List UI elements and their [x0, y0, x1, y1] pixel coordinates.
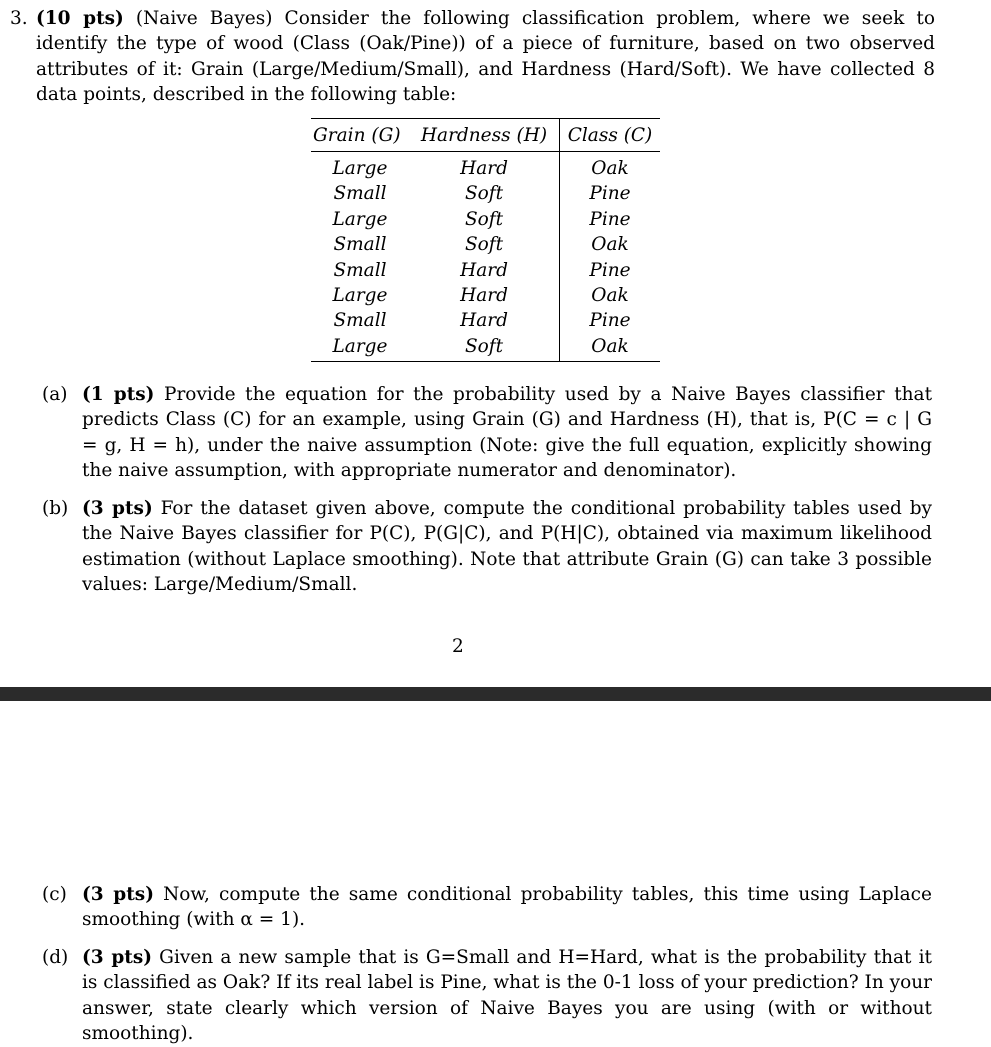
part-c-body — [82, 882, 932, 933]
part-b-body — [82, 496, 932, 598]
cell-class: Oak — [560, 232, 661, 257]
cell-hardness: Hard — [460, 158, 508, 179]
cell-grain: Large — [332, 285, 388, 307]
question-text — [36, 6, 935, 108]
cell-hardness: Hard — [460, 310, 508, 332]
part-b-text: For the dataset given above, compute the conditional probability tables used by the Naive Bayes classifier for P(C), P(G|C), and P(H|C), obtained via maximum likelihood estimation (without Laplace smoothing). Note that attribute Grain (G) can take 3 possible values: Large/Medium/Small. — [82, 498, 932, 596]
cell-hardness: Soft — [409, 334, 560, 362]
cell-class: Pine — [560, 258, 661, 283]
cell-hardness: Soft — [464, 234, 504, 256]
part-a-body — [82, 382, 932, 484]
cell-hardness: Soft — [464, 183, 504, 205]
header-class: Class (C) — [560, 119, 661, 152]
cell-grain: Small — [333, 183, 387, 205]
part-a-label: (a) — [42, 384, 68, 405]
cell-hardness: Soft — [464, 208, 504, 230]
table-row — [311, 181, 660, 206]
cell-grain: Small — [333, 259, 387, 281]
table-row — [311, 308, 660, 333]
part-a-text: Provide the equation for the probability used by a Naive Bayes classifier that predicts Class (C) for an example, using Grain (G) and Hardness (H), that is, P(C = c | G = g, H = h), under the naive assumption (Note: give the full equation, explicitly showing the naive assumption, with appropriate numerator and denominator). — [82, 384, 933, 482]
cell-hardness: Hard — [460, 285, 508, 307]
part-b-points: (3 pts) — [82, 498, 153, 519]
header-hardness: Hardness (H) — [409, 119, 560, 152]
part-a — [42, 382, 932, 484]
cell-grain: Small — [333, 310, 387, 332]
cell-class: Pine — [560, 207, 661, 232]
question-3 — [10, 6, 935, 108]
page-divider — [0, 687, 991, 701]
question-points: (10 pts) — [36, 8, 124, 29]
part-b — [42, 496, 932, 598]
page-number: 2 — [452, 636, 464, 657]
table-row — [311, 334, 660, 362]
part-d — [42, 945, 932, 1047]
cell-hardness: Hard — [460, 259, 508, 281]
question-number: 3. — [10, 8, 28, 29]
cell-class: Pine — [560, 181, 661, 206]
part-d-points: (3 pts) — [82, 947, 152, 968]
table-row — [311, 258, 660, 283]
part-c-text: Now, compute the same conditional probability tables, this time using Laplace smoothing (with α = 1). — [82, 884, 932, 931]
part-c-label: (c) — [42, 884, 67, 905]
cell-grain: Large — [332, 208, 388, 230]
part-d-label: (d) — [42, 947, 69, 968]
part-b-label: (b) — [42, 498, 69, 519]
table-header-row — [311, 119, 660, 152]
cell-grain: Large — [311, 334, 409, 362]
cell-grain: Small — [333, 234, 387, 256]
part-c-points: (3 pts) — [82, 884, 154, 905]
cell-class: Pine — [560, 308, 661, 333]
question-body: (Naive Bayes) Consider the following classification problem, where we seek to identify the type of wood (Class (Oak/Pine)) of a piece of furniture, based on two observed attributes of it: Grain (Large/Medium/Small), and Hardness (Hard/Soft). We have collected 8 data points, described in the following table: — [36, 8, 935, 106]
cell-grain: Large — [332, 158, 388, 179]
table-row — [311, 207, 660, 232]
part-d-text: Given a new sample that is G=Small and H=Hard, what is the probability that it is classified as Oak? If its real label is Pine, what is the 0-1 loss of your prediction? In your answer, state clearly which version of Naive Bayes you are using (with or without smoothing). — [82, 947, 932, 1045]
data-table — [311, 118, 660, 362]
part-d-body — [82, 945, 932, 1047]
cell-class: Oak — [560, 283, 661, 308]
table-row — [311, 152, 660, 182]
header-grain: Grain (G) — [311, 119, 409, 152]
cell-class: Oak — [560, 152, 661, 182]
part-a-points: (1 pts) — [82, 384, 155, 405]
part-c — [42, 882, 932, 933]
table-row — [311, 232, 660, 257]
table-row — [311, 283, 660, 308]
cell-class: Oak — [560, 334, 661, 362]
